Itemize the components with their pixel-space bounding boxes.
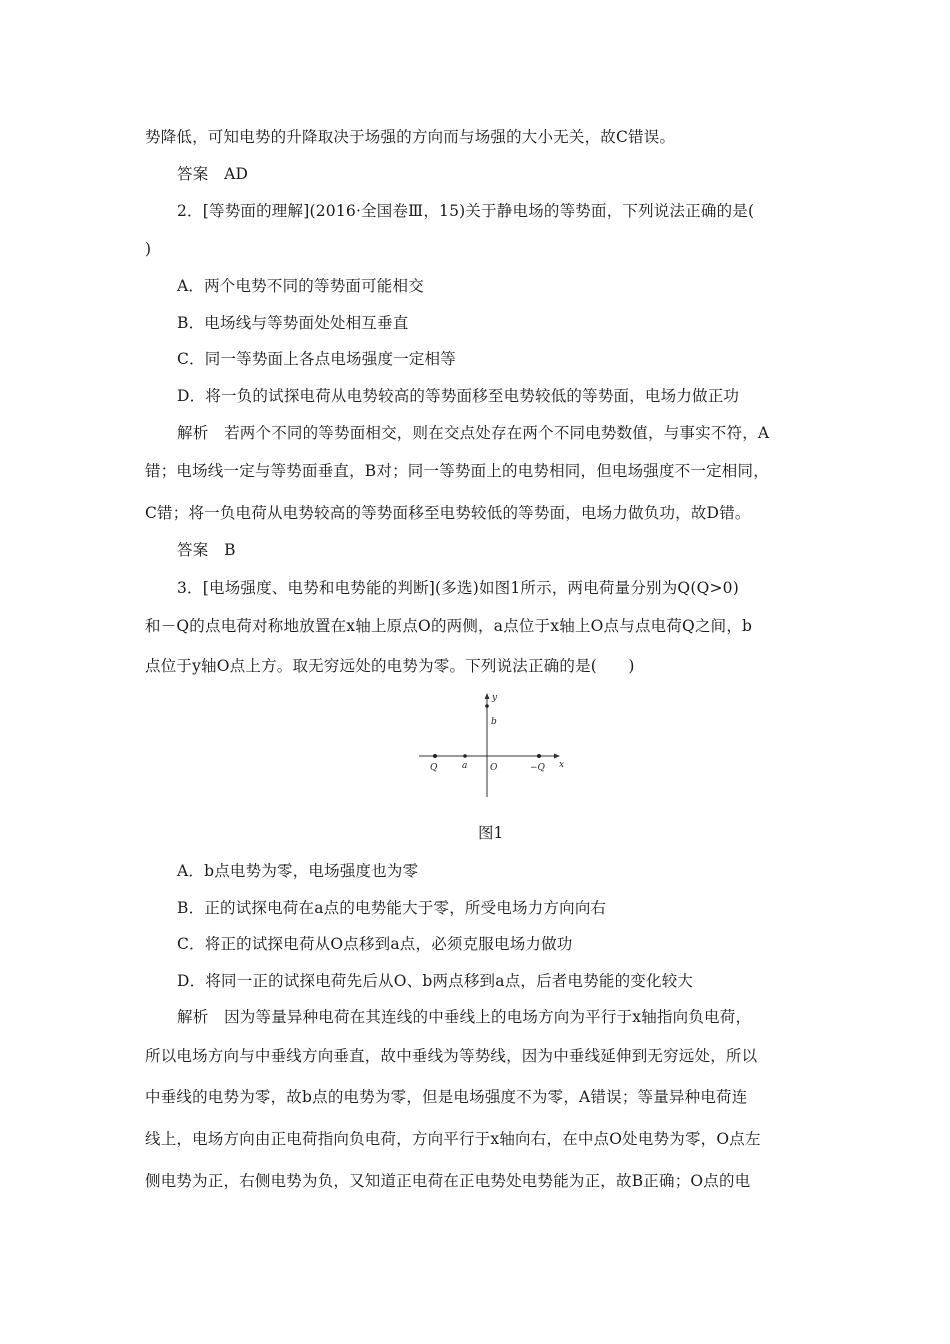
option-2a bbox=[177, 276, 424, 296]
answer-text: 答案 AD bbox=[177, 165, 249, 183]
question-2-paren bbox=[145, 239, 151, 259]
question-3-line-1 bbox=[177, 578, 739, 598]
figure-caption: 图1 bbox=[478, 824, 504, 842]
point-a-dot bbox=[463, 754, 467, 758]
analysis-text: C错；将一负电荷从电势较高的等势面移至电势较低的等势面，电场力做负功，故D错。 bbox=[145, 504, 751, 522]
figure-1-diagram bbox=[417, 689, 567, 799]
charge-q-dot bbox=[433, 754, 437, 758]
answer-line-1 bbox=[177, 164, 248, 184]
question-2-title bbox=[177, 201, 754, 221]
charge-neg-q-dot bbox=[537, 754, 541, 758]
analysis-text: 中垂线的电势为零，故b点的电势为零，但是电场强度不为零，A错误；等量异种电荷连 bbox=[145, 1088, 748, 1106]
question-text: 3．[电场强度、电势和电势能的判断](多选)如图1所示，两电荷量分别为Q(Q>0) bbox=[177, 579, 739, 597]
x-axis-label: x bbox=[559, 760, 565, 770]
question-3-line-3 bbox=[145, 656, 635, 676]
question-3-line-2 bbox=[145, 616, 752, 636]
text-line-1 bbox=[145, 127, 808, 147]
analysis-text: 解析 若两个不同的等势面相交，则在交点处存在两个不同电势数值，与事实不符，A bbox=[177, 424, 770, 442]
option-text: C．同一等势面上各点电场强度一定相等 bbox=[177, 350, 456, 368]
answer-text: 答案 B bbox=[177, 541, 236, 559]
option-2b bbox=[177, 313, 408, 333]
option-3a bbox=[177, 861, 418, 881]
analysis-3-line-4 bbox=[145, 1129, 761, 1149]
option-text: B．电场线与等势面处处相互垂直 bbox=[177, 314, 409, 332]
y-axis-label: y bbox=[492, 693, 498, 703]
analysis-3-line-5 bbox=[145, 1171, 750, 1191]
option-text: C．将正的试探电荷从O点移到a点，必须克服电场力做功 bbox=[177, 935, 573, 953]
analysis-2-line-3 bbox=[145, 503, 751, 523]
option-text: A．两个电势不同的等势面可能相交 bbox=[177, 277, 424, 295]
option-text: D．将同一正的试探电荷先后从O、b两点移到a点，后者电势能的变化较大 bbox=[177, 972, 694, 990]
option-2d bbox=[177, 386, 739, 406]
analysis-text: 侧电势为正，右侧电势为负，又知道正电荷在正电势处电势能为正，故B正确；O点的电 bbox=[145, 1172, 751, 1190]
paren-text: ) bbox=[145, 240, 152, 258]
option-3d bbox=[177, 971, 693, 991]
option-text: D．将一负的试探电荷从电势较高的等势面移至电势较低的等势面，电场力做正功 bbox=[177, 387, 740, 405]
option-3b bbox=[177, 898, 606, 918]
analysis-text: 线上，电场方向由正电荷指向负电荷，方向平行于x轴向右，在中点O处电势为零，O点左 bbox=[145, 1130, 761, 1148]
question-text: 和－Q的点电荷对称地放置在x轴上原点O的两侧，a点位于x轴上O点与点电荷Q之间，b bbox=[145, 617, 753, 635]
charge-neg-q-label: −Q bbox=[530, 763, 545, 773]
x-axis-arrow-icon bbox=[554, 754, 560, 759]
question-text: 2．[等势面的理解](2016·全国卷Ⅲ，15)关于静电场的等势面，下列说法正确的是( bbox=[177, 202, 755, 220]
charge-q-label: Q bbox=[430, 763, 438, 773]
y-axis-arrow-icon bbox=[485, 693, 490, 699]
option-text: A．b点电势为零，电场强度也为零 bbox=[177, 862, 419, 880]
origin-o-label: O bbox=[490, 763, 498, 773]
analysis-3-line-3 bbox=[145, 1087, 747, 1107]
question-text: 点位于y轴O点上方。取无穷远处的电势为零。下列说法正确的是( ) bbox=[145, 657, 635, 675]
option-text: B．正的试探电荷在a点的电势能大于零，所受电场力方向向右 bbox=[177, 899, 607, 917]
analysis-text: 错；电场线一定与等势面垂直，B对；同一等势面上的电势相同，但电场强度不一定相同， bbox=[145, 462, 769, 480]
option-3c bbox=[177, 934, 573, 954]
answer-line-2 bbox=[177, 540, 236, 560]
option-2c bbox=[177, 349, 456, 369]
analysis-text: 所以电场方向与中垂线方向垂直，故中垂线为等势线，因为中垂线延伸到无穷远处，所以 bbox=[145, 1047, 758, 1065]
analysis-2-line-2 bbox=[145, 461, 769, 481]
point-a-label: a bbox=[462, 761, 468, 771]
point-b-label: b bbox=[491, 717, 497, 727]
line-text: 势降低，可知电势的升降取决于场强的方向而与场强的大小无关，故C错误。 bbox=[145, 128, 676, 146]
analysis-2-line-1 bbox=[177, 423, 769, 443]
analysis-3-line-2 bbox=[145, 1046, 757, 1066]
analysis-3-line-1 bbox=[177, 1007, 751, 1027]
analysis-text: 解析 因为等量异种电荷在其连线的中垂线上的电场方向为平行于x轴指向负电荷， bbox=[177, 1008, 752, 1026]
point-b-dot bbox=[485, 704, 489, 708]
